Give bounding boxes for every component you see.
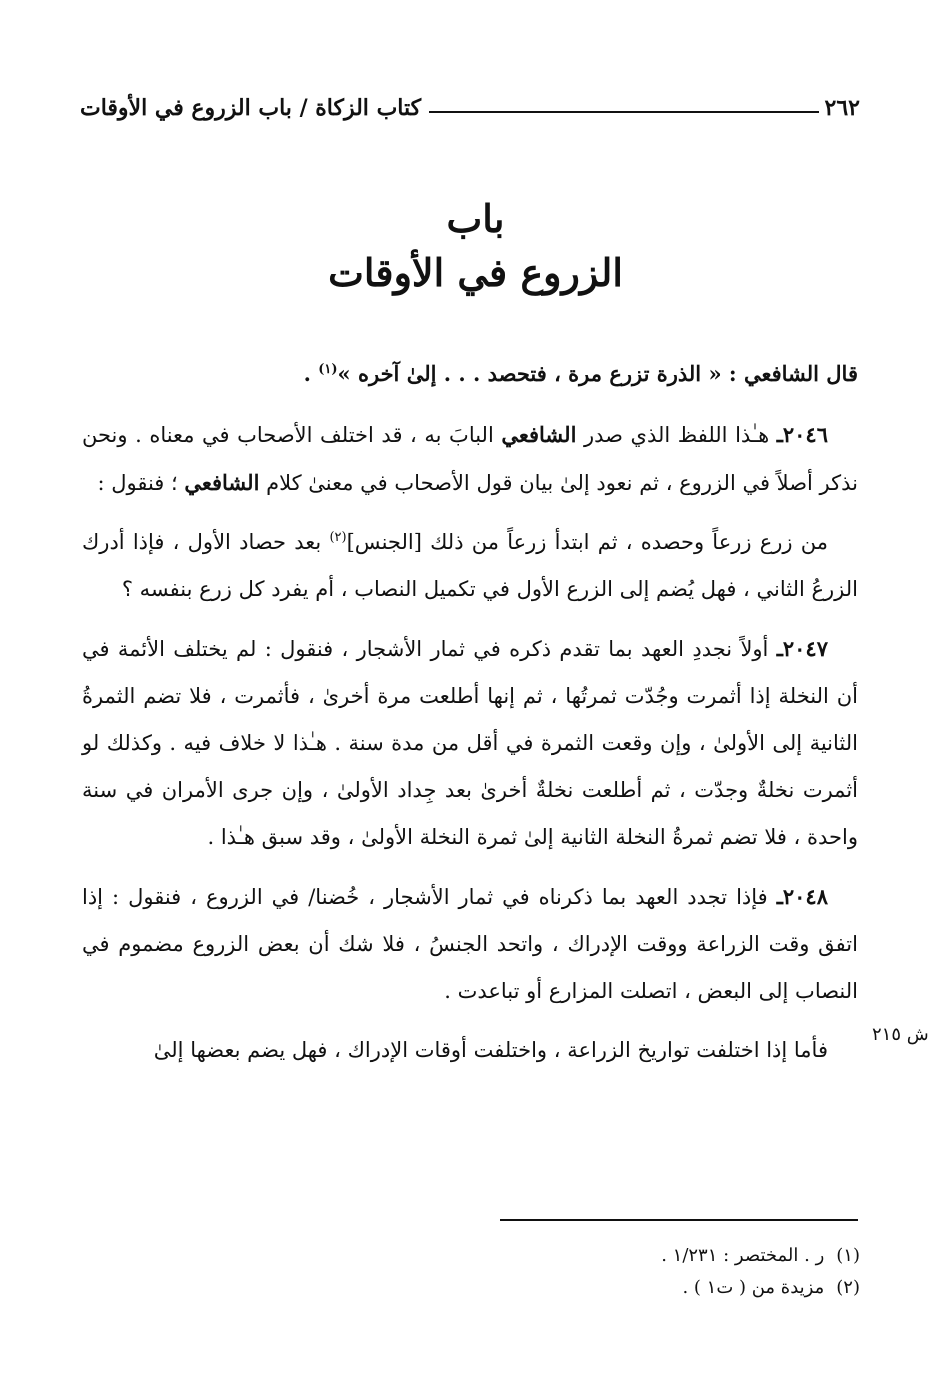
footnote-rule [500, 1219, 858, 1221]
chapter-title: الزروع في الأوقات [328, 250, 623, 295]
footnote-ref-2: (٢) [329, 530, 347, 545]
footnote-number: (٢) [836, 1277, 860, 1298]
body-text [82, 350, 858, 1086]
page-number: ٢٦٢ [824, 95, 860, 121]
paragraph-bold-name: الشافعي [184, 470, 260, 495]
paragraph-bold-name: الشافعي [501, 422, 577, 447]
paragraph-last [82, 1027, 858, 1074]
paragraph-text: فإذا تجدد العهد بما ذكرناه في ثمار الأشجار ، خُضنا/ في الزروع ، فنقول : إذا اتفق وقت الزراعة ووقت الإدراك ، واتحد الجنسُ ، فلا شك أن بعض الزروع مضموم في النصاب إلى البعض ، اتصلت المزارع أو تباعدت . [82, 885, 858, 1003]
footnote-text: ر . المختصر : ١/٢٣١ . [661, 1245, 825, 1266]
paragraph-text: بعد حصاد الأول ، فإذا أدرك الزرعُ الثاني ، فهل يُضم إلى الزرع الأول في تكميل النصاب ، أم يفرد كل زرع بنفسه ؟ [82, 530, 858, 601]
footnote-2 [400, 1272, 860, 1304]
footnote-1 [400, 1240, 860, 1272]
paragraph-number: ٢٠٤٦ـ [776, 422, 828, 447]
paragraph-number: ٢٠٤٨ـ [776, 884, 828, 909]
shafii-quote [82, 350, 858, 397]
paragraph-text: أولاً نجددِ العهد بما تقدم ذكره في ثمار الأشجار ، فنقول : لم يختلف الأئمة في أن النخلة إذا أثمرت وجُدّت ثمرتُها ، ثم إنها أطلعت مرة أخرىٰ ، فأثمرت ، فلا تضم الثمرةُ الثانية إلى الأولىٰ ، وإن وقعت الثمرة في أقل من مدة سنة . هـٰذا لا خلاف فيه . وكذلك لو أثمرت نخلةٌ وجدّت ، ثم أطلعت نخلةٌ أخرىٰ بعد جِداد الأولىٰ ، وإن جرى الأمران في سنة واحدة ، فلا تضم ثمرةُ النخلة الثانية إلىٰ ثمرة النخلة الأولىٰ ، وقد سبق هـٰذا . [82, 637, 858, 849]
page-header [80, 88, 860, 128]
quote-text: قال الشافعي : « الذرة تزرع مرة ، فتحصد . . . إلىٰ آخره » [337, 361, 858, 386]
margin-note: ش ٢١٥ [872, 1024, 929, 1045]
paragraph-text: فأما إذا اختلفت تواريخ الزراعة ، واختلفت أوقات الإدراك ، فهل يضم بعضها إلىٰ [153, 1038, 828, 1062]
paragraph-2048 [82, 873, 858, 1015]
paragraph-2046 [82, 411, 858, 507]
footnote-text: مزيدة من ( ت١ ) . [682, 1277, 825, 1298]
paragraph-number: ٢٠٤٧ـ [776, 636, 828, 661]
paragraph-text: هـٰذا اللفظ الذي صدر [576, 423, 777, 447]
quote-end: . [303, 361, 319, 386]
header-rule [429, 111, 818, 113]
paragraph-text: البابَ به ، قد اختلف الأصحاب في معناه . ونحن نذكر أصلاً في الزروع ، ثم نعود إلىٰ بيان قول الأصحاب في معنىٰ كلام [82, 423, 858, 495]
footnote-ref-1: (١) [318, 362, 338, 377]
footnote-number: (١) [836, 1245, 860, 1266]
paragraph-text: من زرع زرعاً وحصده ، ثم ابتدأ زرعاً من ذلك [الجنس] [346, 530, 828, 554]
paragraph-zar [82, 519, 858, 613]
paragraph-text: ؛ فنقول : [97, 471, 185, 495]
footnotes [400, 1240, 860, 1304]
chapter-word: باب [446, 196, 505, 241]
running-title: كتاب الزكاة / باب الزروع في الأوقات [80, 95, 422, 121]
paragraph-2047 [82, 625, 858, 861]
